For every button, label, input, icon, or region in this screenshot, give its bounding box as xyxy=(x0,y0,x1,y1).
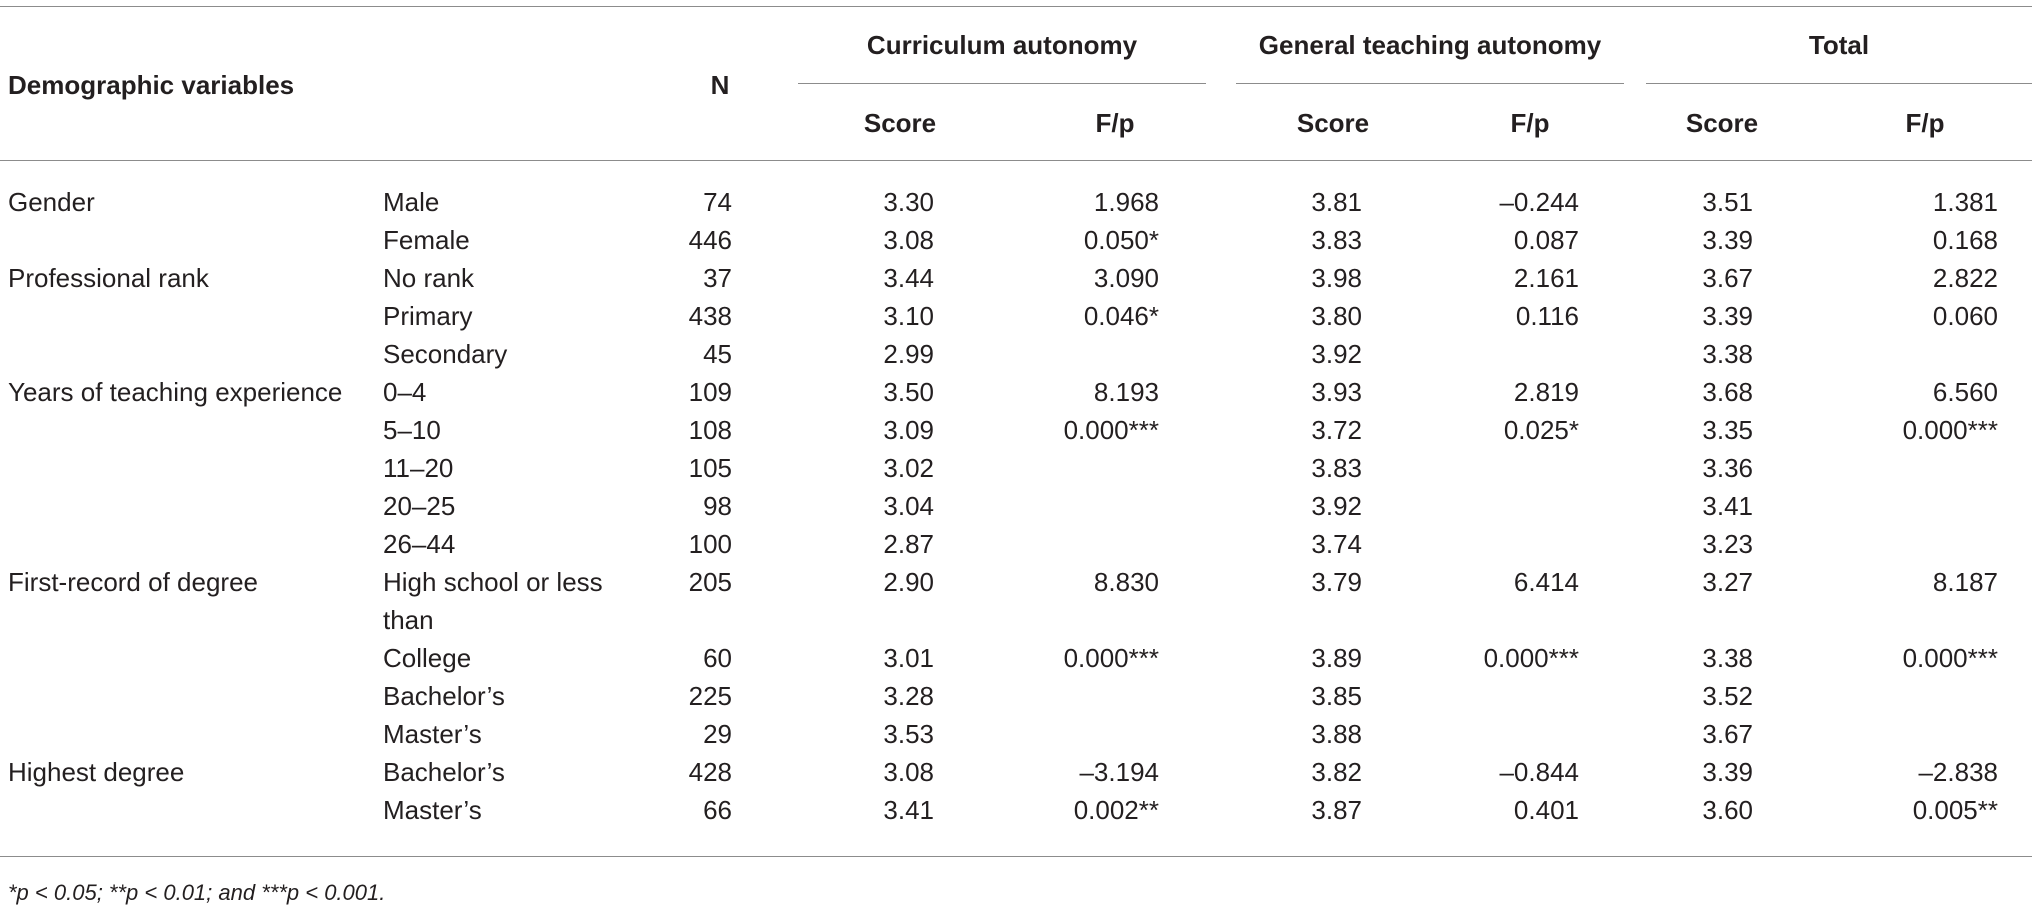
cell-n: 74 xyxy=(703,187,732,217)
cell-sub: 20–25 xyxy=(383,491,456,521)
cell-cs: 3.53 xyxy=(883,719,934,749)
group-rule-general xyxy=(1236,83,1624,84)
cell-sub: Master’s xyxy=(383,795,482,825)
cell-sub: 0–4 xyxy=(383,377,427,407)
cell-sub: 5–10 xyxy=(383,415,441,445)
cell-cs: 3.28 xyxy=(883,681,934,711)
cell-cs: 2.87 xyxy=(883,529,934,559)
cell-cs: 3.41 xyxy=(883,795,934,825)
cell-ts: 3.39 xyxy=(1702,225,1753,255)
cell-gs: 3.82 xyxy=(1311,757,1362,787)
cell-tf: 0.000*** xyxy=(1902,415,1998,445)
cell-n: 66 xyxy=(703,795,732,825)
cell-gf: 0.025* xyxy=(1503,415,1579,445)
cell-tf: 0.005** xyxy=(1912,795,1998,825)
header-score-total: Score xyxy=(1685,108,1759,138)
cell-tf: 0.060 xyxy=(1932,301,1998,331)
cell-sub: Male xyxy=(383,187,440,217)
cell-cf: 3.090 xyxy=(1093,263,1159,293)
cell-tf: 8.187 xyxy=(1932,567,1998,597)
header-score-general: Score xyxy=(1296,108,1370,138)
cell-n: 105 xyxy=(688,453,732,483)
cell-cf: 8.830 xyxy=(1093,567,1159,597)
cell-gs: 3.87 xyxy=(1311,795,1362,825)
cell-sub: Bachelor’s xyxy=(383,757,505,787)
cell-ts: 3.27 xyxy=(1702,567,1753,597)
header-score-curriculum: Score xyxy=(863,108,937,138)
cell-sub: 11–20 xyxy=(383,453,454,483)
header-general-teaching-autonomy: General teaching autonomy xyxy=(1258,30,1602,60)
top-rule xyxy=(0,6,2032,7)
cell-cs: 2.99 xyxy=(883,339,934,369)
cell-cf: 8.193 xyxy=(1093,377,1159,407)
cell-cs: 3.01 xyxy=(883,643,934,673)
cell-gs: 3.81 xyxy=(1311,187,1362,217)
cell-cs: 3.08 xyxy=(883,225,934,255)
cell-n: 60 xyxy=(703,643,732,673)
cell-cs: 3.10 xyxy=(883,301,934,331)
cell-gs: 3.79 xyxy=(1311,567,1362,597)
cell-tf: 2.822 xyxy=(1932,263,1998,293)
cell-ts: 3.38 xyxy=(1702,339,1753,369)
cell-gf: –0.844 xyxy=(1499,757,1579,787)
cell-gs: 3.88 xyxy=(1311,719,1362,749)
header-bottom-rule xyxy=(0,160,2032,161)
cell-cat: Gender xyxy=(8,187,95,217)
cell-sub: College xyxy=(383,643,472,673)
header-fp-general: F/p xyxy=(1510,108,1550,138)
cell-cf: 0.002** xyxy=(1073,795,1159,825)
cell-cat: Highest degree xyxy=(8,757,185,787)
cell-n: 37 xyxy=(703,263,732,293)
cell-n: 205 xyxy=(688,567,732,597)
cell-cat: Professional rank xyxy=(8,263,209,293)
cell-gs: 3.92 xyxy=(1311,339,1362,369)
cell-cf: 1.968 xyxy=(1093,187,1159,217)
cell-n: 45 xyxy=(703,339,732,369)
cell-ts: 3.67 xyxy=(1702,719,1753,749)
cell-n: 109 xyxy=(688,377,732,407)
group-rule-curriculum xyxy=(798,83,1206,84)
cell-cs: 3.02 xyxy=(883,453,934,483)
cell-tf: 1.381 xyxy=(1932,187,1998,217)
cell-sub: Primary xyxy=(383,301,473,331)
cell-n: 29 xyxy=(703,719,732,749)
cell-ts: 3.23 xyxy=(1702,529,1753,559)
header-fp-curriculum: F/p xyxy=(1095,108,1135,138)
cell-gs: 3.83 xyxy=(1311,225,1362,255)
group-rule-total xyxy=(1646,83,2032,84)
cell-gs: 3.72 xyxy=(1311,415,1362,445)
cell-cf: 0.046* xyxy=(1083,301,1159,331)
cell-ts: 3.41 xyxy=(1702,491,1753,521)
cell-tf: –2.838 xyxy=(1918,757,1998,787)
cell-cat: Years of teaching experience xyxy=(8,377,343,407)
cell-gf: –0.244 xyxy=(1499,187,1579,217)
cell-cs: 3.04 xyxy=(883,491,934,521)
cell-gf: 0.087 xyxy=(1513,225,1579,255)
cell-gf: 0.401 xyxy=(1513,795,1579,825)
cell-n: 100 xyxy=(688,529,732,559)
header-total: Total xyxy=(1808,30,1870,60)
header-demographic-variables: Demographic variables xyxy=(8,70,295,100)
cell-ts: 3.36 xyxy=(1702,453,1753,483)
cell-cs: 3.44 xyxy=(883,263,934,293)
cell-gs: 3.89 xyxy=(1311,643,1362,673)
cell-ts: 3.39 xyxy=(1702,757,1753,787)
cell-sub: Master’s xyxy=(383,719,482,749)
cell-tf: 0.168 xyxy=(1932,225,1998,255)
cell-tf: 0.000*** xyxy=(1902,643,1998,673)
cell-cf: 0.000*** xyxy=(1063,643,1159,673)
cell-cs: 3.09 xyxy=(883,415,934,445)
cell-tf: 6.560 xyxy=(1932,377,1998,407)
cell-gf: 6.414 xyxy=(1513,567,1579,597)
cell-cat: First-record of degree xyxy=(8,567,258,597)
cell-cs: 3.08 xyxy=(883,757,934,787)
cell-ts: 3.51 xyxy=(1702,187,1753,217)
cell-cf: –3.194 xyxy=(1079,757,1159,787)
cell-ts: 3.38 xyxy=(1702,643,1753,673)
cell-n: 98 xyxy=(703,491,732,521)
cell-gf: 2.161 xyxy=(1513,263,1579,293)
cell-gf: 0.116 xyxy=(1515,301,1579,331)
cell-n: 108 xyxy=(688,415,732,445)
cell-n: 225 xyxy=(688,681,732,711)
cell-ts: 3.52 xyxy=(1702,681,1753,711)
cell-sub: Female xyxy=(383,225,470,255)
cell-ts: 3.60 xyxy=(1702,795,1753,825)
header-curriculum-autonomy: Curriculum autonomy xyxy=(866,30,1138,60)
cell-cf: 0.050* xyxy=(1083,225,1159,255)
cell-sub-continuation: than xyxy=(383,605,434,635)
table-bottom-rule xyxy=(0,856,2032,857)
cell-n: 438 xyxy=(688,301,732,331)
cell-cf: 0.000*** xyxy=(1063,415,1159,445)
cell-sub: Secondary xyxy=(383,339,508,369)
cell-n: 446 xyxy=(688,225,732,255)
cell-sub: Bachelor’s xyxy=(383,681,505,711)
cell-gf: 0.000*** xyxy=(1483,643,1579,673)
cell-cs: 3.30 xyxy=(883,187,934,217)
cell-sub: High school or less xyxy=(383,567,603,597)
cell-gs: 3.93 xyxy=(1311,377,1362,407)
cell-ts: 3.68 xyxy=(1702,377,1753,407)
cell-ts: 3.67 xyxy=(1702,263,1753,293)
cell-gs: 3.80 xyxy=(1311,301,1362,331)
cell-gf: 2.819 xyxy=(1513,377,1579,407)
footnote: *p < 0.05; **p < 0.01; and ***p < 0.001. xyxy=(8,880,386,905)
cell-gs: 3.83 xyxy=(1311,453,1362,483)
cell-gs: 3.98 xyxy=(1311,263,1362,293)
cell-cs: 3.50 xyxy=(883,377,934,407)
cell-gs: 3.92 xyxy=(1311,491,1362,521)
cell-sub: 26–44 xyxy=(383,529,456,559)
cell-gs: 3.85 xyxy=(1311,681,1362,711)
cell-sub: No rank xyxy=(383,263,475,293)
cell-ts: 3.39 xyxy=(1702,301,1753,331)
cell-cs: 2.90 xyxy=(883,567,934,597)
cell-ts: 3.35 xyxy=(1702,415,1753,445)
cell-gs: 3.74 xyxy=(1311,529,1362,559)
cell-n: 428 xyxy=(688,757,732,787)
header-n: N xyxy=(710,70,730,100)
header-fp-total: F/p xyxy=(1905,108,1945,138)
